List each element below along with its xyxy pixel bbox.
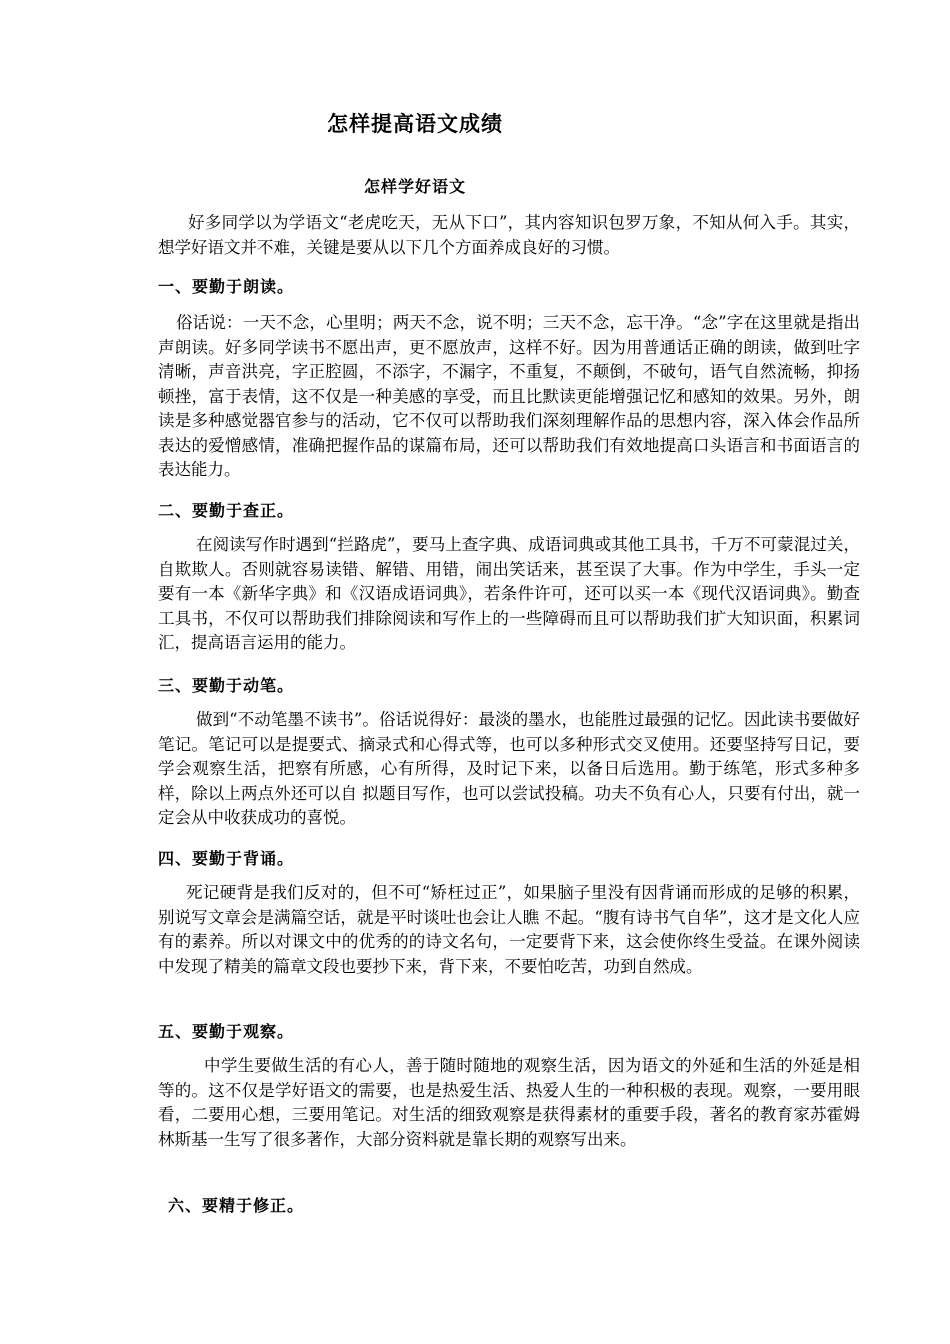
section-body-3: 做到“不动笔墨不读书”。俗话说得好：最淡的墨水，也能胜过最强的记忆。因此读书要做好笔记。笔记可以是提要式、摘录式和心得式等，也可以多种形式交叉使用。还要坚持写日记，要学会观察生活，把察有所感，心有所得，及时记下来，以备日后选用。勤于练笔，形式多种多样，除以上两点外还可以自 拟题目写作，也可以尝试投稿。功夫不负有心人，只要有付出，就一定会从中收获成功的喜悦。	[158, 710, 860, 827]
section-body-1: 俗话说：一天不念，心里明；两天不念，说不明；三天不念，忘干净。“念”字在这里就是指出声朗读。好多同学读书不愿出声，更不愿放声，这样不好。因为用普通话正确的朗读，做到吐字清晰，声音洪亮，字正腔圆，不添字，不漏字，不重复，不颠倒，不破句，语气自然流畅，抑扬顿挫，富于表情，这不仅是一种美感的享受，而且比默读更能增强记忆和感知的效果。另外，朗读是多种感觉器官参与的活动，它不仅可以帮助我们深刻理解作品的思想内容，深入体会作品所表达的爱憎感情，准确把握作品的谋篇布局，还可以帮助我们有效地提高口头语言和书面语言的表达能力。	[158, 313, 860, 479]
section-heading-5: 五、要勤于观察。	[158, 1022, 295, 1041]
section-heading-4: 四、要勤于背诵。	[158, 849, 295, 868]
section-body-4: 死记硬背是我们反对的，但不可“矫枉过正”，如果脑子里没有因背诵而形成的足够的积累，别说写文章会是满篇空话，就是平时谈吐也会让人瞧 不起。“腹有诗书气自华”，这才是文化人应有的素养。所以对课文中的优秀的的诗文名句，一定要背下来，这会使你终生受益。在课外阅读中发现了精美的篇章文段也要抄下来，背下来，不要怕吃苦，功到自然成。	[158, 883, 860, 976]
page-title: 怎样提高语文成绩	[327, 111, 503, 136]
section-heading-1: 一、要勤于朗读。	[158, 277, 295, 296]
intro-paragraph: 好多同学以为学语文“老虎吃天，无从下口”，其内容知识包罗万象，不知从何入手。其实，想学好语文并不难，关键是要从以下几个方面养成良好的习惯。	[158, 213, 860, 257]
section-heading-6: 六、要精于修正。	[168, 1196, 305, 1215]
page-subtitle: 怎样学好语文	[363, 177, 466, 196]
section-heading-2: 二、要勤于查正。	[158, 501, 295, 520]
section-body-5: 中学生要做生活的有心人，善于随时随地的观察生活，因为语文的外延和生活的外延是相等的。这不仅是学好语文的需要，也是热爱生活、热爱人生的一种积极的表现。观察，一要用眼看，二要用心想，三要用笔记。对生活的细致观察是获得素材的重要手段，著名的教育家苏霍姆林斯基一生写了很多著作，大部分资料就是靠长期的观察写出来。	[158, 1056, 860, 1149]
section-body-2: 在阅读写作时遇到“拦路虎”，要马上查字典、成语词典或其他工具书，千万不可蒙混过关，自欺欺人。否则就容易读错、解错、用错，闹出笑话来，甚至误了大事。作为中学生，手头一定要有一本《新华字典》和《汉语成语词典》，若条件许可，还可以买一本《现代汉语词典》。勤查工具书，不仅可以帮助我们排除阅读和写作上的一些障碍而且可以帮助我们扩大知识面，积累词汇，提高语言运用的能力。	[158, 535, 860, 652]
section-heading-3: 三、要勤于动笔。	[158, 676, 295, 695]
